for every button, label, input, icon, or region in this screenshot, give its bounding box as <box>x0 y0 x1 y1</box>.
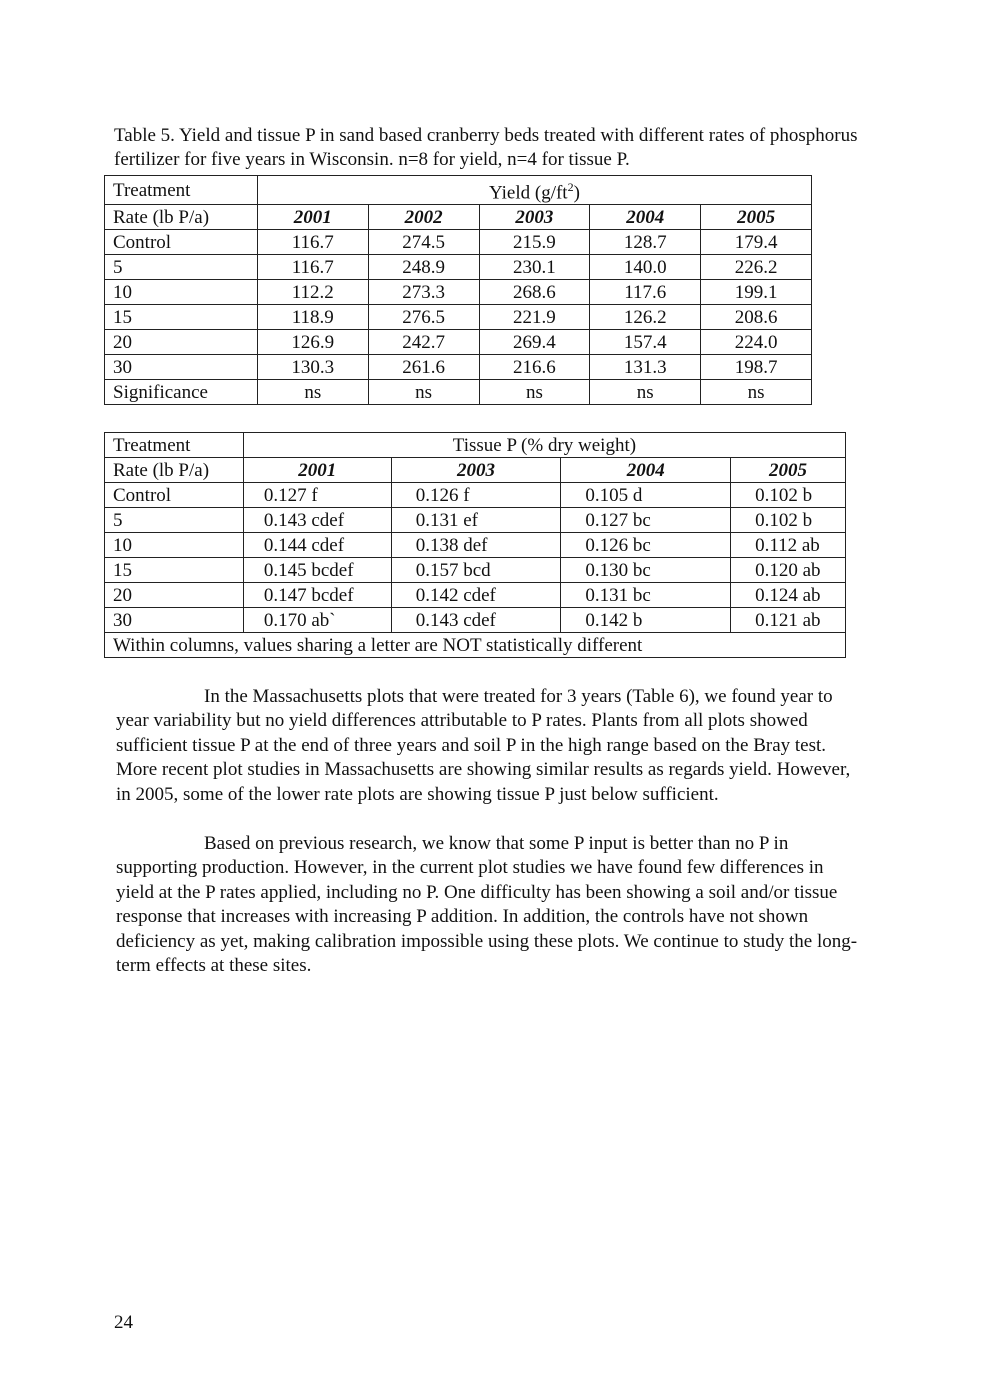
yield-cell: 198.7 <box>701 355 812 380</box>
yield-cell: 126.2 <box>590 305 701 330</box>
year-header: 2001 <box>243 458 391 483</box>
table-row <box>105 255 812 280</box>
treatment-header: Treatment <box>105 176 258 205</box>
tissue-cell: 0.138 def <box>391 533 561 558</box>
table-row <box>105 305 812 330</box>
tissue-cell: 0.147 bcdef <box>243 583 391 608</box>
rate-cell: Control <box>105 230 258 255</box>
yield-cell: 208.6 <box>701 305 812 330</box>
year-header: 2003 <box>391 458 561 483</box>
tissue-cell: 0.127 f <box>243 483 391 508</box>
yield-group-header: Yield $(g/ft^2)$ <box>257 176 811 205</box>
rate-cell: Significance <box>105 380 258 405</box>
tissue-cell: 0.142 b <box>561 608 731 633</box>
rate-cell: 15 <box>105 305 258 330</box>
year-header: 2005 <box>731 458 846 483</box>
yield-cell: 261.6 <box>368 355 479 380</box>
rate-header: Rate (lb P/a) <box>105 205 258 230</box>
rate-cell: 30 <box>105 608 244 633</box>
rate-cell: 15 <box>105 558 244 583</box>
yield-cell: 140.0 <box>590 255 701 280</box>
rate-cell: 5 <box>105 255 258 280</box>
year-header: 2005 <box>701 205 812 230</box>
yield-cell: 179.4 <box>701 230 812 255</box>
tissue-cell: 0.127 bc <box>561 508 731 533</box>
significance-cell: ns <box>701 380 812 405</box>
yield-cell: 248.9 <box>368 255 479 280</box>
yield-cell: 274.5 <box>368 230 479 255</box>
tissue-cell: 0.131 bc <box>561 583 731 608</box>
year-header: 2003 <box>479 205 590 230</box>
tissue-cell: 0.157 bcd <box>391 558 561 583</box>
tissue-cell: 0.143 cdef <box>391 608 561 633</box>
table-row <box>105 558 846 583</box>
rate-cell: 10 <box>105 280 258 305</box>
body-paragraph: Based on previous research, we know that some P input is better than no P in supporting production. However, in the current plot studies we have found few differences in yield at the P rates applied, including no P. One difficulty has been showing a soil and/or tissue response that increases with increasing P addition. In addition, the controls have not shown deficiency as yet, making calibration impossible using these plots. We continue to study the long-term effects at these sites. <box>116 833 858 977</box>
tissue-cell: 0.112 ab <box>731 533 846 558</box>
table-row <box>105 355 812 380</box>
yield-cell: 215.9 <box>479 230 590 255</box>
tissue-cell: 0.105 d <box>561 483 731 508</box>
tissue-cell: 0.145 bcdef <box>243 558 391 583</box>
table-row <box>105 533 846 558</box>
year-header: 2004 <box>561 458 731 483</box>
rate-cell: 30 <box>105 355 258 380</box>
yield-cell: 130.3 <box>257 355 368 380</box>
body-paragraph: In the Massachusetts plots that were treated for 3 years (Table 6), we found year to year variability but no yield differences attributable to P rates. Plants from all plots showed sufficient tissue P at the end of three years and soil P in the high range based on the Bray test. More recent plot studies in Massachusetts are showing similar results as regards yield. However, in 2005, some of the lower rate plots are showing tissue P just below sufficient. <box>116 686 851 805</box>
table-header-row <box>105 433 846 458</box>
yield-cell: 128.7 <box>590 230 701 255</box>
table-row <box>105 230 812 255</box>
tissue-cell: 0.102 b <box>731 508 846 533</box>
yield-cell: 112.2 <box>257 280 368 305</box>
yield-cell: 230.1 <box>479 255 590 280</box>
yield-cell: 131.3 <box>590 355 701 380</box>
rate-cell: 5 <box>105 508 244 533</box>
tissue-cell: 0.120 ab <box>731 558 846 583</box>
rate-cell: 20 <box>105 330 258 355</box>
tissue-cell: 0.142 cdef <box>391 583 561 608</box>
tissue-cell: 0.131 ef <box>391 508 561 533</box>
yield-cell: 117.6 <box>590 280 701 305</box>
rate-cell: 10 <box>105 533 244 558</box>
yield-cell: 116.7 <box>257 255 368 280</box>
yield-cell: 118.9 <box>257 305 368 330</box>
yield-cell: 199.1 <box>701 280 812 305</box>
rate-header: Rate (lb P/a) <box>105 458 244 483</box>
table-footnote: Within columns, values sharing a letter are NOT statistically different <box>105 633 846 658</box>
yield-cell: 157.4 <box>590 330 701 355</box>
tissue-cell: 0.126 bc <box>561 533 731 558</box>
yield-cell: 221.9 <box>479 305 590 330</box>
table-footnote-row <box>105 633 846 658</box>
rate-cell: 20 <box>105 583 244 608</box>
table-row <box>105 380 812 405</box>
table-row <box>105 280 812 305</box>
page-number: 24 <box>114 1312 133 1333</box>
tissue-group-header: Tissue P (% dry weight) <box>243 433 845 458</box>
tissue-cell: 0.126 f <box>391 483 561 508</box>
treatment-header: Treatment <box>105 433 244 458</box>
tissue-cell: 0.121 ab <box>731 608 846 633</box>
tissue-p-table <box>104 432 846 658</box>
yield-cell: 116.7 <box>257 230 368 255</box>
year-header: 2004 <box>590 205 701 230</box>
tissue-cell: 0.143 cdef <box>243 508 391 533</box>
significance-cell: ns <box>479 380 590 405</box>
table-header-row <box>105 205 812 230</box>
tissue-cell: 0.144 cdef <box>243 533 391 558</box>
year-header: 2002 <box>368 205 479 230</box>
table-row <box>105 483 846 508</box>
tissue-cell: 0.130 bc <box>561 558 731 583</box>
table-caption: Table 5. Yield and tissue P in sand based cranberry beds treated with different rates of phosphorus fertilizer for five years in Wisconsin. n=8 for yield, n=4 for tissue P. <box>114 125 858 170</box>
year-header: 2001 <box>257 205 368 230</box>
table-header-row <box>105 458 846 483</box>
yield-cell: 216.6 <box>479 355 590 380</box>
yield-cell: 242.7 <box>368 330 479 355</box>
table-row <box>105 330 812 355</box>
yield-cell: 224.0 <box>701 330 812 355</box>
table-row <box>105 583 846 608</box>
significance-cell: ns <box>590 380 701 405</box>
significance-cell: ns <box>368 380 479 405</box>
yield-cell: 126.9 <box>257 330 368 355</box>
tissue-cell: 0.124 ab <box>731 583 846 608</box>
rate-cell: Control <box>105 483 244 508</box>
yield-cell: 226.2 <box>701 255 812 280</box>
yield-cell: 276.5 <box>368 305 479 330</box>
yield-cell: 273.3 <box>368 280 479 305</box>
tissue-cell: 0.170 ab` <box>243 608 391 633</box>
yield-table <box>104 175 812 405</box>
tissue-cell: 0.102 b <box>731 483 846 508</box>
yield-cell: 268.6 <box>479 280 590 305</box>
table-row <box>105 608 846 633</box>
significance-cell: ns <box>257 380 368 405</box>
table-row <box>105 508 846 533</box>
yield-cell: 269.4 <box>479 330 590 355</box>
table-header-row <box>105 176 812 205</box>
